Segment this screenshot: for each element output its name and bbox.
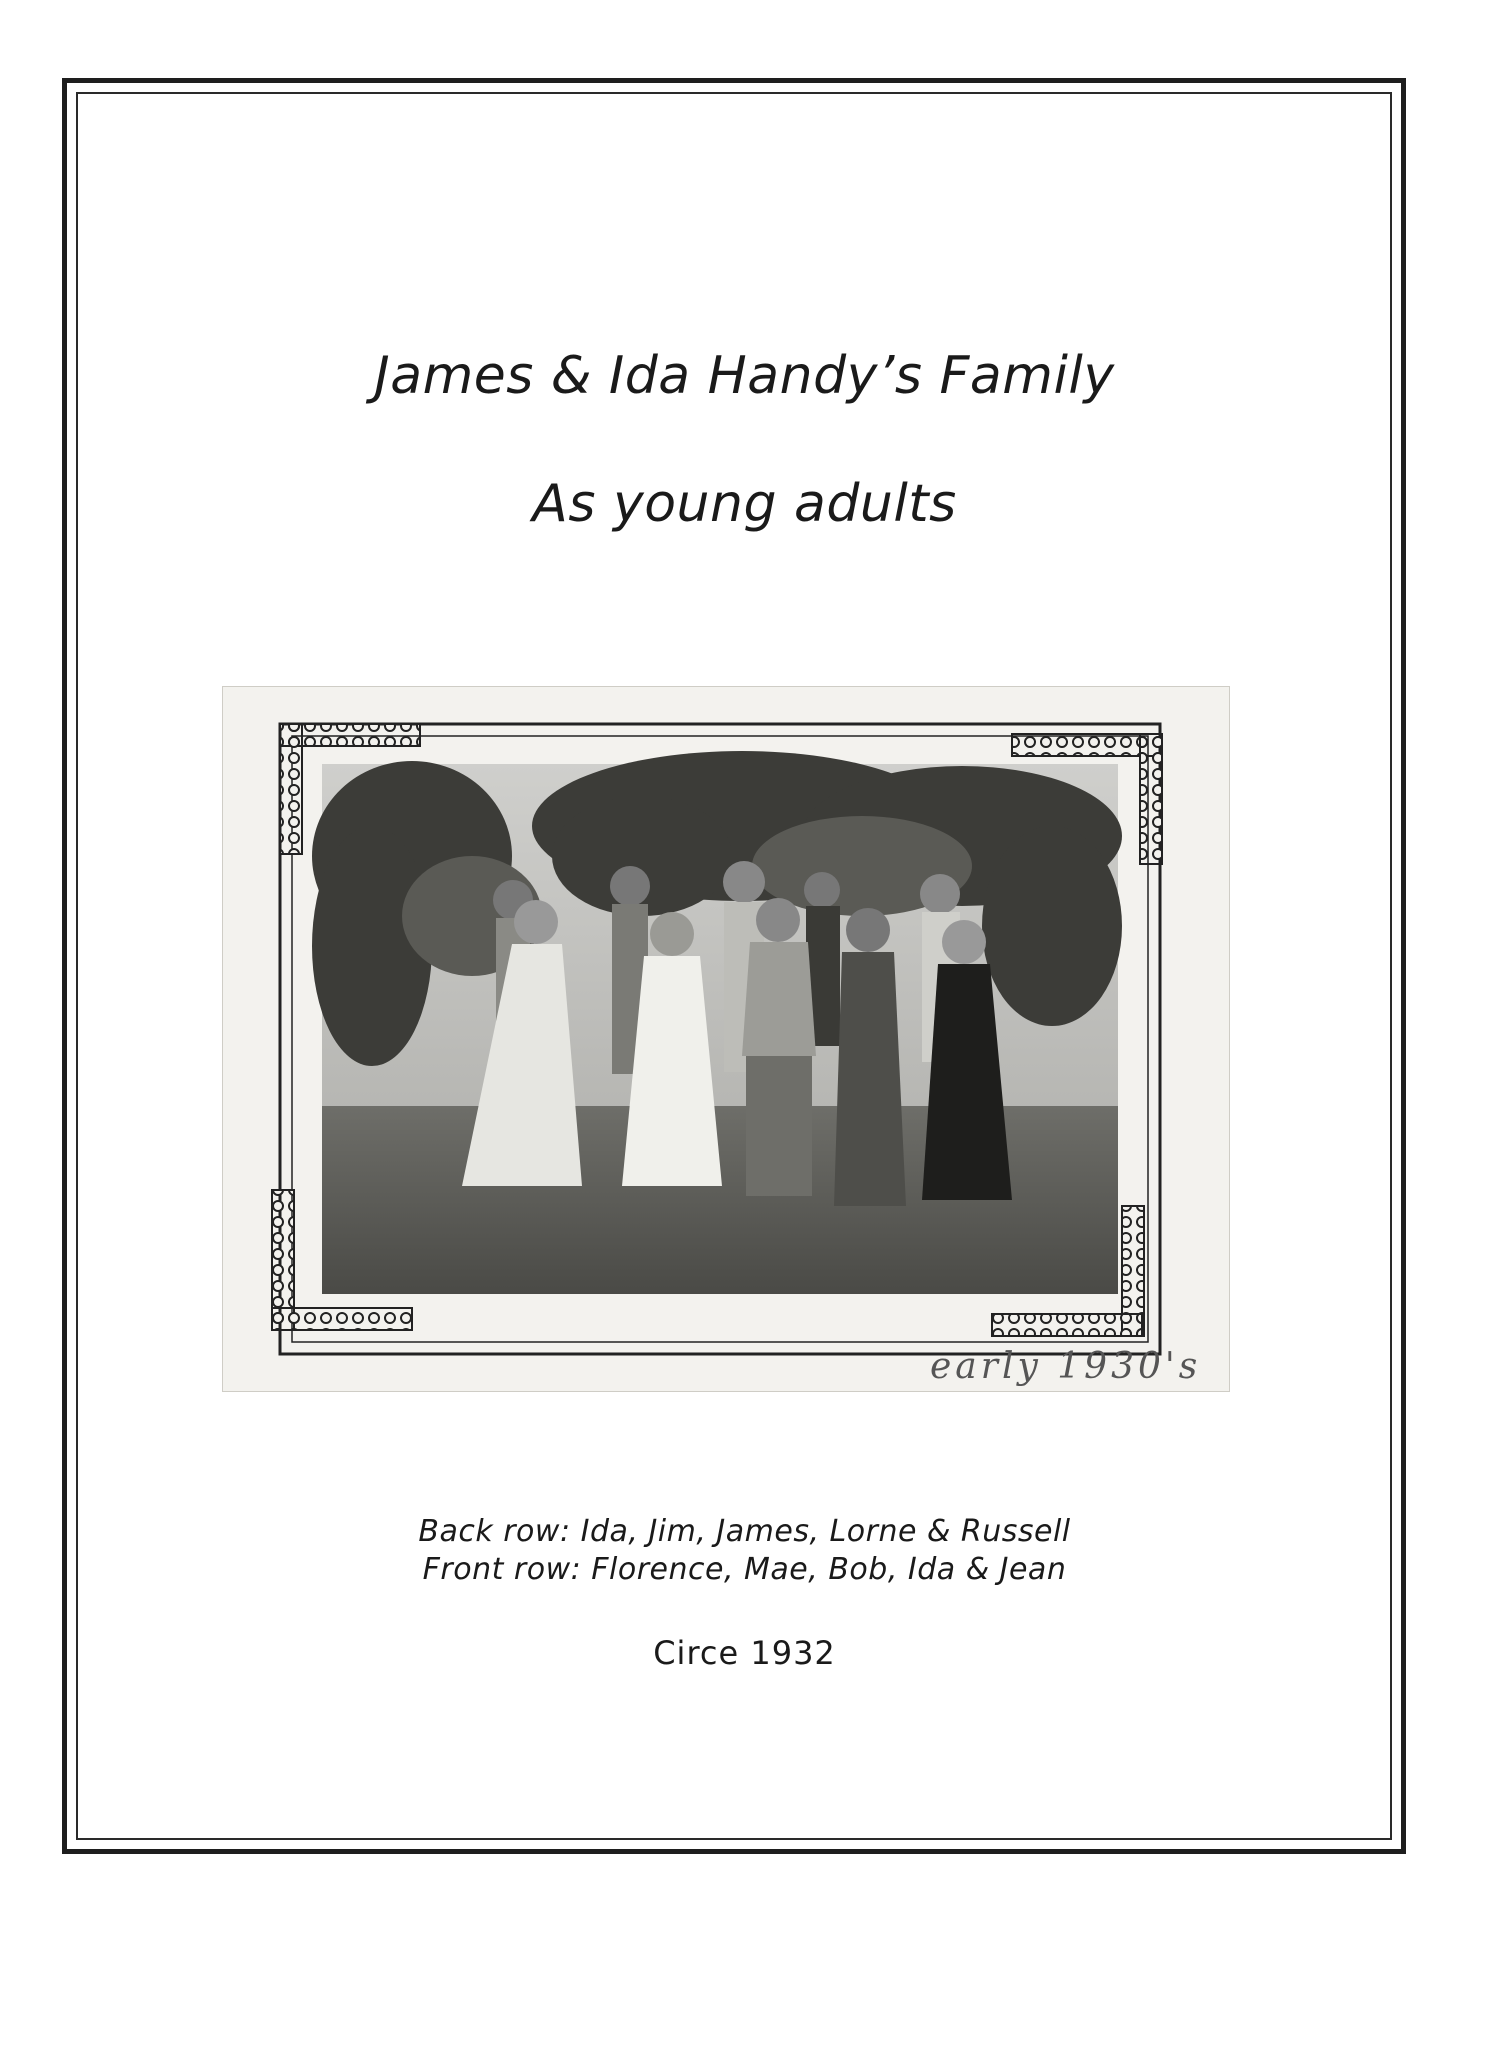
- family-photo: [222, 686, 1230, 1392]
- caption-front-row: Front row: Florence, Mae, Bob, Ida & Jean: [422, 1552, 1067, 1587]
- page-subtitle: As young adults: [532, 474, 957, 534]
- page-title: James & Ida Handy’s Family: [374, 346, 1115, 406]
- date-label: Circe 1932: [653, 1634, 836, 1672]
- caption-back-row: Back row: Ida, Jim, James, Lorne & Russell: [418, 1514, 1071, 1549]
- photo-handwritten-note: early 1930's: [930, 1346, 1202, 1387]
